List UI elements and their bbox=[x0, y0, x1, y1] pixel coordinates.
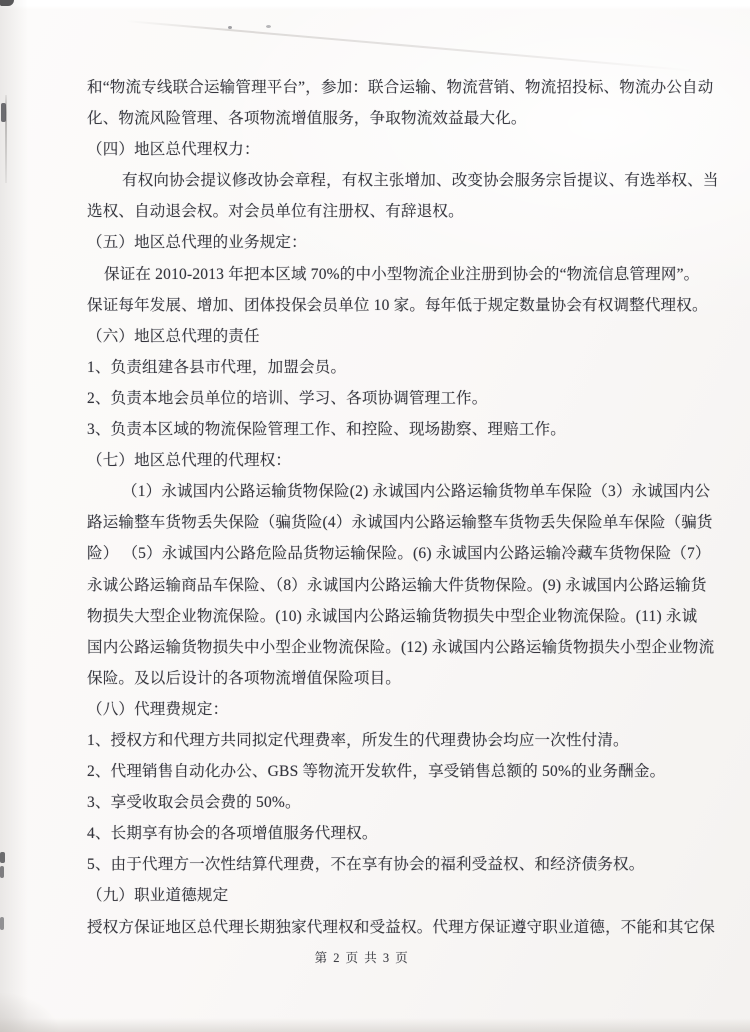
document-body bbox=[87, 72, 719, 943]
text-line: 保证在 2010-2013 年把本区域 70%的中小型物流企业注册到协会的“物流信息管理网”。 bbox=[104, 265, 700, 283]
page-number-footer: 第 2 页 共 3 页 bbox=[314, 951, 410, 965]
text-line: 3、享受收取会员会费的 50%。 bbox=[87, 794, 301, 812]
text-line: （九）职业道德规定 bbox=[87, 887, 229, 905]
scan-mark-left-3 bbox=[0, 866, 4, 878]
text-line: 1、负责组建各县市代理，加盟会员。 bbox=[87, 358, 347, 376]
scan-mark-left-4 bbox=[0, 917, 4, 930]
text-line: 1、授权方和代理方共同拟定代理费率，所发生的代理费协会均应一次性付清。 bbox=[87, 731, 629, 749]
text-line: 路运输整车货物丢失保险（骗货险(4）永诚国内公路运输整车货物丢失保险单车保险（骗货 bbox=[87, 514, 713, 532]
text-line: 物损失大型企业物流保险。(10) 永诚国内公路运输货物损失中型企业物流保险。(11) 永诚 bbox=[87, 607, 698, 625]
scan-edge-bottom bbox=[0, 1018, 750, 1032]
text-line: 永诚公路运输商品车保险、（8）永诚国内公路运输大件货物保险。(9) 永诚国内公路运输货 bbox=[87, 576, 707, 594]
text-line: 授权方保证地区总代理长期独家代理权和受益权。代理方保证遵守职业道德，不能和其它保 bbox=[87, 918, 716, 936]
text-line: （七）地区总代理的代理权： bbox=[87, 452, 292, 470]
text-line: 5、由于代理方一次性结算代理费，不在享有协会的福利受益权、和经济债务权。 bbox=[87, 856, 645, 874]
text-line: （八）代理费规定： bbox=[87, 700, 229, 718]
text-line: 2、负责本地会员单位的培训、学习、各项协调管理工作。 bbox=[87, 389, 488, 407]
text-line: 保证每年发展、增加、团体投保会员单位 10 家。每年低于规定数量协会有权调整代理权。 bbox=[87, 296, 708, 314]
text-line: 3、负责本区域的物流保险管理工作、和控险、现场勘察、理赔工作。 bbox=[87, 421, 566, 439]
text-line: 有权向协会提议修改协会章程，有权主张增加、改变协会服务宗旨提议、有选举权、当 bbox=[122, 172, 719, 190]
text-line: （四）地区总代理权力： bbox=[87, 141, 260, 159]
scan-speck-1 bbox=[228, 26, 232, 29]
scan-edge-top bbox=[0, 0, 750, 10]
paper-crease bbox=[126, 20, 694, 72]
text-line: （六）地区总代理的责任 bbox=[87, 327, 260, 345]
text-line: 国内公路运输货物损失中小型企业物流保险。(12) 永诚国内公路运输货物损失小型企业物流 bbox=[87, 638, 715, 656]
text-line: 保险。及以后设计的各项物流增值保险项目。 bbox=[87, 669, 402, 687]
scan-speck-2 bbox=[266, 25, 271, 28]
text-line: 4、长期享有协会的各项增值服务代理权。 bbox=[87, 825, 378, 843]
text-line: （1）永诚国内公路运输货物保险(2) 永诚国内公路运输货物单车保险（3）永诚国内公 bbox=[122, 483, 711, 501]
text-line: 险） （5）永诚国内公路危险品货物运输保险。(6) 永诚国内公路运输冷藏车货物保险（7） bbox=[87, 545, 711, 563]
text-line: （五）地区总代理的业务规定： bbox=[87, 234, 307, 252]
text-line: 2、代理销售自动化办公、GBS 等物流开发软件，享受销售总额的 50%的业务酬金。 bbox=[87, 763, 666, 781]
scan-mark-left-2 bbox=[0, 852, 5, 863]
text-line: 和“物流专线联合运输管理平台”，参加：联合运输、物流营销、物流招投标、物流办公自动 bbox=[87, 79, 714, 96]
text-line: 选权、自动退会权。对会员单位有注册权、有辞退权。 bbox=[87, 203, 464, 221]
text-line: 化、物流风险管理、各项物流增值服务，争取物流效益最大化。 bbox=[87, 110, 527, 128]
scan-mark-left-1 bbox=[1, 103, 6, 122]
